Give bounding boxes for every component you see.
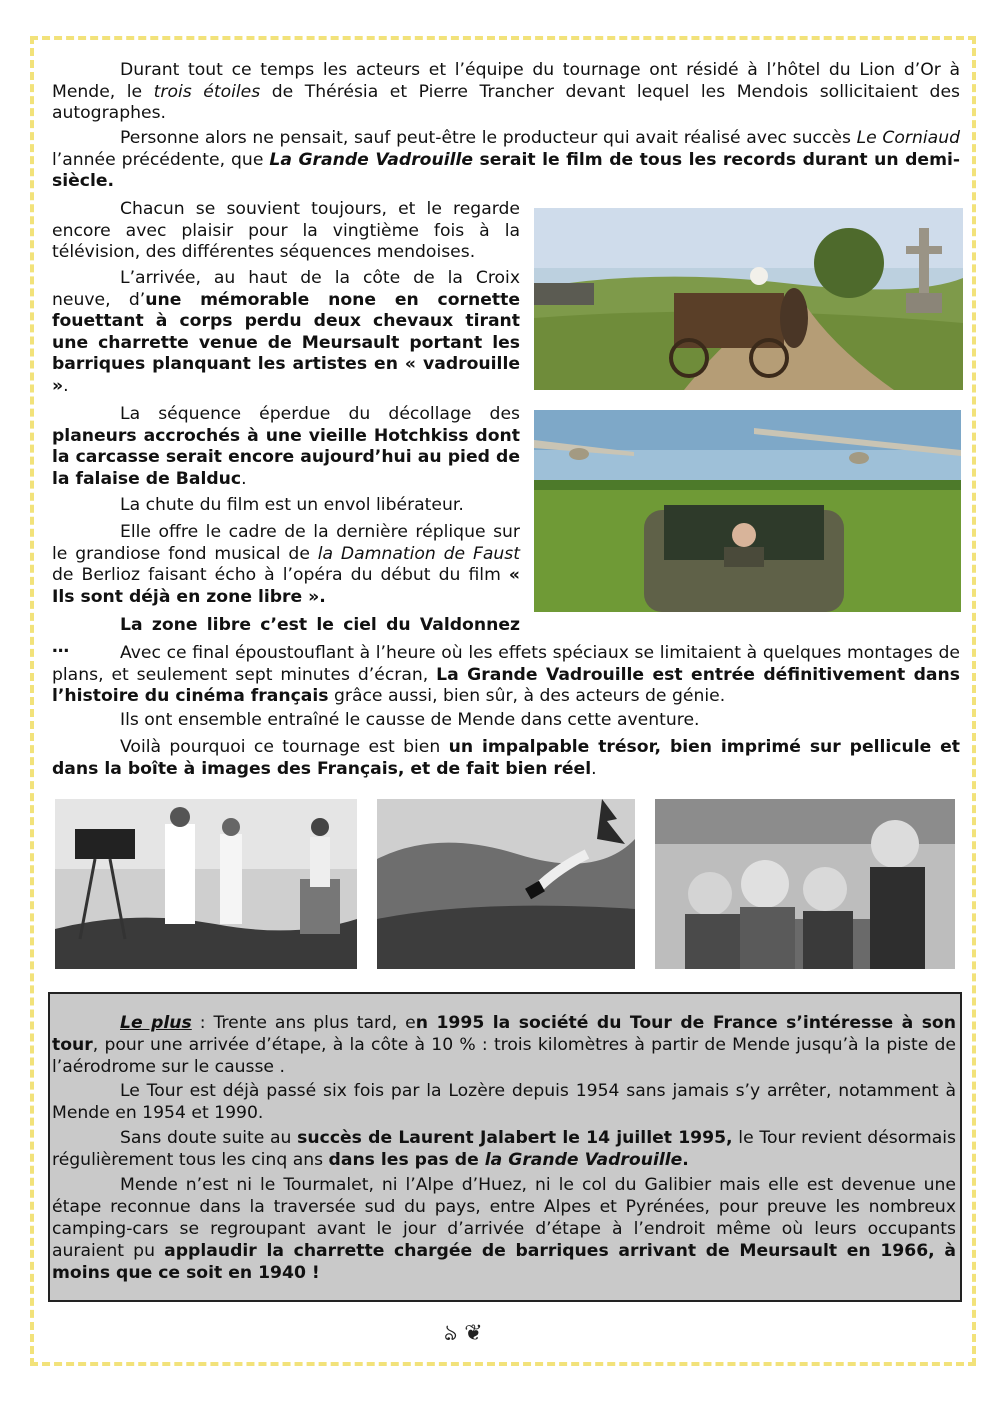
paragraph-gliders: La séquence éperdue du décollage des planeurs accrochés à une vieille Hotchkiss dont la carcasse serait encore aujourd’hui au pied de la falaise de Balduc.	[52, 404, 520, 489]
paragraph-free-zone: La zone libre c’est le ciel du Valdonnez …	[52, 615, 520, 657]
paragraph-producer: Personne alors ne pensait, sauf peut-être le producteur qui avait réalisé avec succès Le Corniaud l’année précédente, que La Grande Vadrouille serait le film de tous les records durant un demi-siècle.	[52, 128, 961, 192]
paragraph-sequences: Chacun se souvient toujours, et le regarde encore avec plaisir pour la vingtième fois à la télévision, des différentes séquences mendoises.	[52, 199, 520, 263]
paragraph-ending: La chute du film est un envol libérateur.	[120, 495, 464, 515]
le-plus-box	[48, 992, 962, 1302]
flourish-ornament: ঌ ❦	[444, 1321, 483, 1346]
box-paragraph-tour: Le plus : Trente ans plus tard, en 1995 la société du Tour de France s’intéresse à son tour, pour une arrivée d’étape, à la côte à 10 % : trois kilomètres à partir de Mende jusqu’à la piste de l’aérodrome sur le causse .	[52, 1013, 956, 1077]
photo-car-falling	[377, 799, 635, 969]
box-paragraph-jalabert: Sans doute suite au succès de Laurent Jalabert le 14 juillet 1995, le Tour revient désormais régulièrement tous les cinq ans dans les pas de la Grande Vadrouille.	[52, 1128, 957, 1170]
paragraph-treasure: Voilà pourquoi ce tournage est bien un impalpable trésor, bien imprimé sur pellicule et dans la boîte à images des Français, et de fait bien réel.	[52, 737, 961, 779]
box-paragraph-lozere: Le Tour est déjà passé six fois par la Lozère depuis 1954 sans jamais s’y arrêter, notamment à Mende en 1954 et 1990.	[52, 1081, 956, 1123]
box-paragraph-mende: Mende n’est ni le Tourmalet, ni l’Alpe d’Huez, ni le col du Galibier mais elle est devenue une étape reconnue dans la traversée sud du pays, entre Alpes et Pyrénées, pour preuve les nombreux camping-cars se regroupant avant le jour d’arrivée d’étape à l’endroit même où leurs occupants auraient pu applaudir la charrette chargée de barriques arrivant de Meursault en 1966, à moins que ce soit en 1940 !	[52, 1175, 956, 1283]
paragraph-causse: Ils ont ensemble entraîné le causse de Mende dans cette aventure.	[120, 710, 700, 730]
photo-film-crew	[55, 799, 357, 969]
paragraph-last-line: Elle offre le cadre de la dernière réplique sur le grandiose fond musical de la Damnation de Faust de Berlioz faisant écho à l’opéra du début du film « Ils sont déjà en zone libre ».	[52, 522, 521, 607]
paragraph-hotel: Durant tout ce temps les acteurs et l’équipe du tournage ont résidé à l’hôtel du Lion d’Or à Mende, le trois étoiles de Thérésia et Pierre Trancher devant lequel les Mendois sollicitaient des autographes.	[52, 60, 960, 124]
paragraph-arrival: L’arrivée, au haut de la côte de la Croix neuve, d’une mémorable none en cornette fouettant à corps perdu deux chevaux tirant une charrette venue de Meursault portant les barriques planquant les artistes en « vadrouille ».	[52, 268, 520, 396]
photo-actors	[655, 799, 955, 969]
photo-gliders-car	[534, 410, 961, 612]
photo-horse-cart	[534, 208, 963, 390]
paragraph-final: Avec ce final époustouflant à l’heure où les effets spéciaux se limitaient à quelques montages de plans, et seulement sept minutes d’écran, La Grande Vadrouille est entrée définitivement dans l’histoire du cinéma français grâce aussi, bien sûr, à des acteurs de génie.	[52, 643, 960, 707]
